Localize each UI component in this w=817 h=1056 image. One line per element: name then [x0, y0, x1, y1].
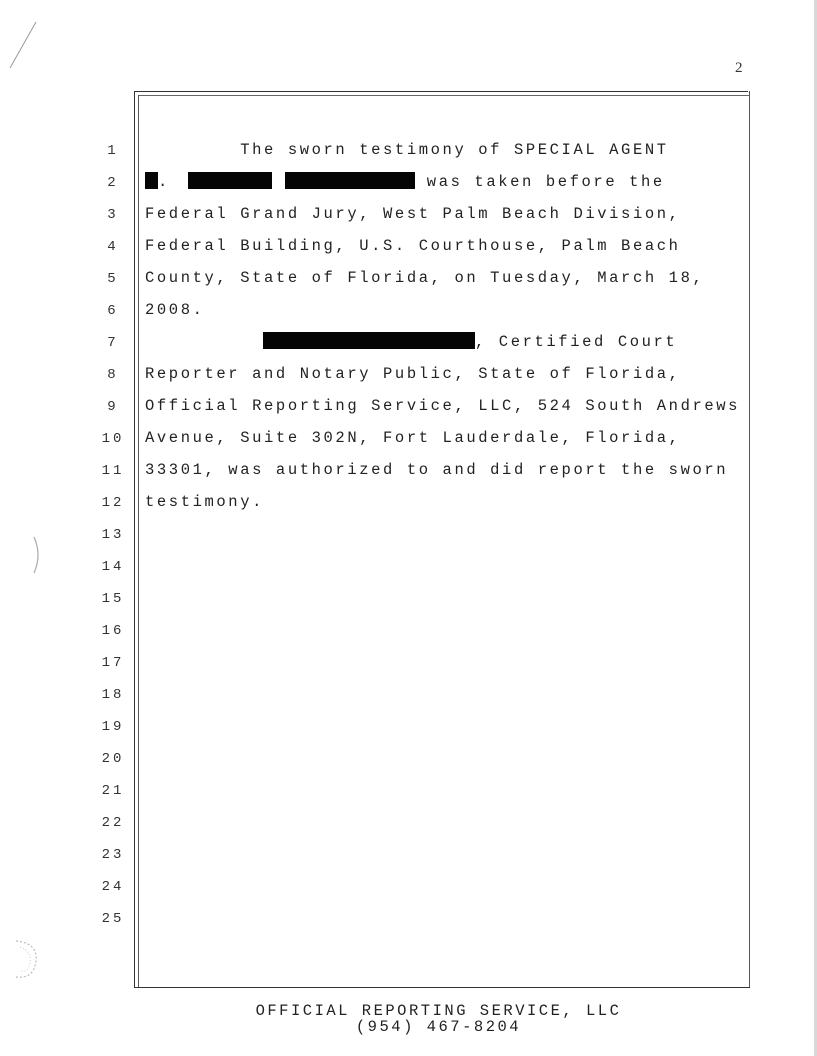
frame-border-top-inner — [138, 95, 750, 96]
transcript-line: Official Reporting Service, LLC, 524 South Andrews — [145, 397, 741, 415]
line-number: 14 — [101, 559, 125, 575]
line-number: 13 — [101, 527, 125, 543]
frame-border-bottom — [134, 987, 750, 988]
line-number: 21 — [101, 783, 125, 799]
line-number-column — [100, 142, 126, 942]
redaction-block — [285, 172, 415, 189]
line-number: 11 — [101, 463, 125, 479]
transcript-line — [145, 332, 745, 364]
frame-border-top — [134, 91, 748, 92]
line-number: 9 — [107, 399, 119, 415]
line-number: 8 — [107, 367, 119, 383]
line-number: 10 — [101, 431, 125, 447]
line-number: 7 — [107, 335, 119, 351]
line-number: 22 — [101, 815, 125, 831]
scan-bracket-mark — [28, 535, 48, 575]
transcript-text: was taken before the — [414, 173, 665, 191]
line-number: 1 — [107, 143, 119, 159]
transcript-line: Avenue, Suite 302N, Fort Lauderdale, Florida, — [145, 429, 681, 447]
line-number: 24 — [101, 879, 125, 895]
transcript-line — [145, 172, 745, 204]
frame-border-left — [134, 91, 135, 988]
transcript-line: Federal Building, U.S. Courthouse, Palm Beach — [145, 237, 681, 255]
transcript-line: Reporter and Notary Public, State of Florida, — [145, 365, 681, 383]
transcript-body — [145, 140, 745, 524]
transcript-line: 33301, was authorized to and did report the sworn — [145, 461, 729, 479]
line-number: 17 — [101, 655, 125, 671]
hole-punch-mark — [2, 937, 42, 981]
line-number: 16 — [101, 623, 125, 639]
line-number: 2 — [107, 175, 119, 191]
footer-phone: (954) 467-8204 — [355, 1018, 522, 1036]
transcript-line: The sworn testimony of SPECIAL AGENT — [145, 141, 669, 159]
transcript-line: Federal Grand Jury, West Palm Beach Division, — [145, 205, 681, 223]
line-number: 12 — [101, 495, 125, 511]
line-number: 23 — [101, 847, 125, 863]
line-number: 15 — [101, 591, 125, 607]
line-number: 18 — [101, 687, 125, 703]
transcript-line: 2008. — [145, 301, 205, 319]
line-number: 20 — [101, 751, 125, 767]
line-number: 4 — [107, 239, 119, 255]
line-number: 3 — [107, 207, 119, 223]
line-number: 5 — [107, 271, 119, 287]
scan-stroke-mark — [6, 20, 40, 70]
line-number: 25 — [101, 911, 125, 927]
page-footer — [0, 1003, 817, 1035]
line-number: 6 — [107, 303, 119, 319]
transcript-line: County, State of Florida, on Tuesday, March 18, — [145, 269, 705, 287]
redaction-block — [188, 172, 272, 189]
transcript-text: , Certified Court — [475, 333, 678, 351]
transcript-line: testimony. — [145, 493, 265, 511]
page-number: 2 — [735, 60, 743, 76]
transcript-text: . — [158, 173, 170, 191]
redaction-block — [145, 172, 158, 189]
footer-company: OFFICIAL REPORTING SERVICE, LLC — [255, 1002, 622, 1020]
redaction-block — [263, 332, 475, 349]
line-number: 19 — [101, 719, 125, 735]
frame-border-right — [749, 91, 750, 988]
frame-border-left-inner — [138, 95, 139, 988]
